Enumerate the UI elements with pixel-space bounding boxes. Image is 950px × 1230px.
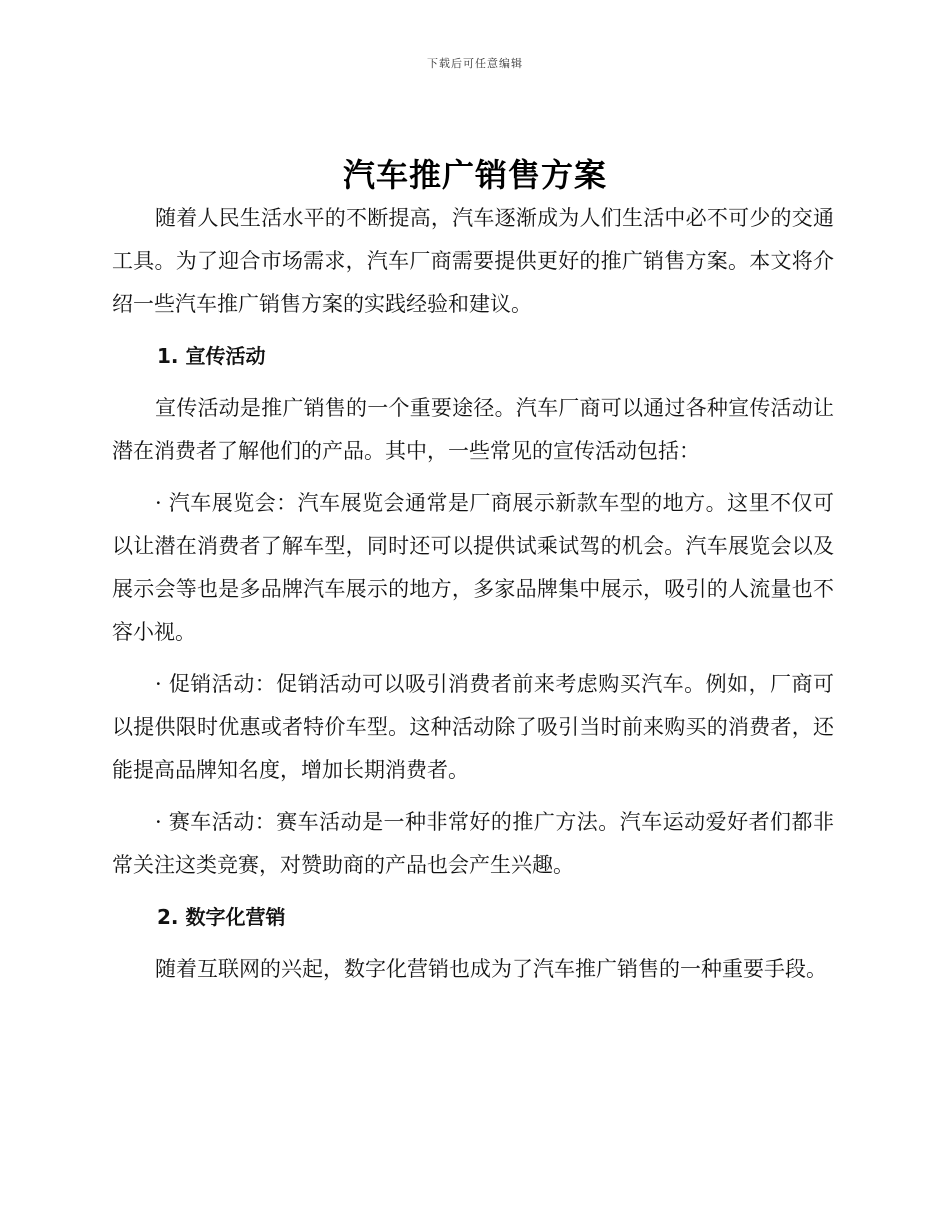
publicity-intro-paragraph: 宣传活动是推广销售的一个重要途径。汽车厂商可以通过各种宣传活动让潜在消费者了解他们的产品。其中，一些常见的宣传活动包括： <box>112 396 834 463</box>
intro-paragraph: 随着人民生活水平的不断提高，汽车逐渐成为人们生活中必不可少的交通工具。为了迎合市场需求，汽车厂商需要提供更好的推广销售方案。本文将介绍一些汽车推广销售方案的实践经验和建议。 <box>112 206 834 316</box>
document-title: 汽车推广销售方案 <box>342 156 607 194</box>
document-body <box>112 197 834 991</box>
bullet-auto-show: · 汽车展览会：汽车展览会通常是厂商展示新款车型的地方。这里不仅可以让潜在消费者了解车型，同时还可以提供试乘试驾的机会。汽车展览会以及展示会等也是多品牌汽车展示的地方，多家品牌集中展示，吸引的人流量也不容小视。 <box>112 491 834 644</box>
section-heading-digital-marketing: 2. 数字化营销 <box>157 905 286 929</box>
digital-marketing-paragraph: 随着互联网的兴起，数字化营销也成为了汽车推广销售的一种重要手段。 <box>155 957 827 981</box>
page-header-note: 下载后可任意编辑 <box>427 57 523 70</box>
bullet-promotion: · 促销活动：促销活动可以吸引消费者前来考虑购买汽车。例如，厂商可以提供限时优惠或者特价车型。这种活动除了吸引当时前来购买的消费者，还能提高品牌知名度，增加长期消费者。 <box>112 672 834 782</box>
section-heading-publicity: 1. 宣传活动 <box>157 344 266 368</box>
bullet-racing: · 赛车活动：赛车活动是一种非常好的推广方法。汽车运动爱好者们都非常关注这类竞赛，对赞助商的产品也会产生兴趣。 <box>112 810 834 877</box>
